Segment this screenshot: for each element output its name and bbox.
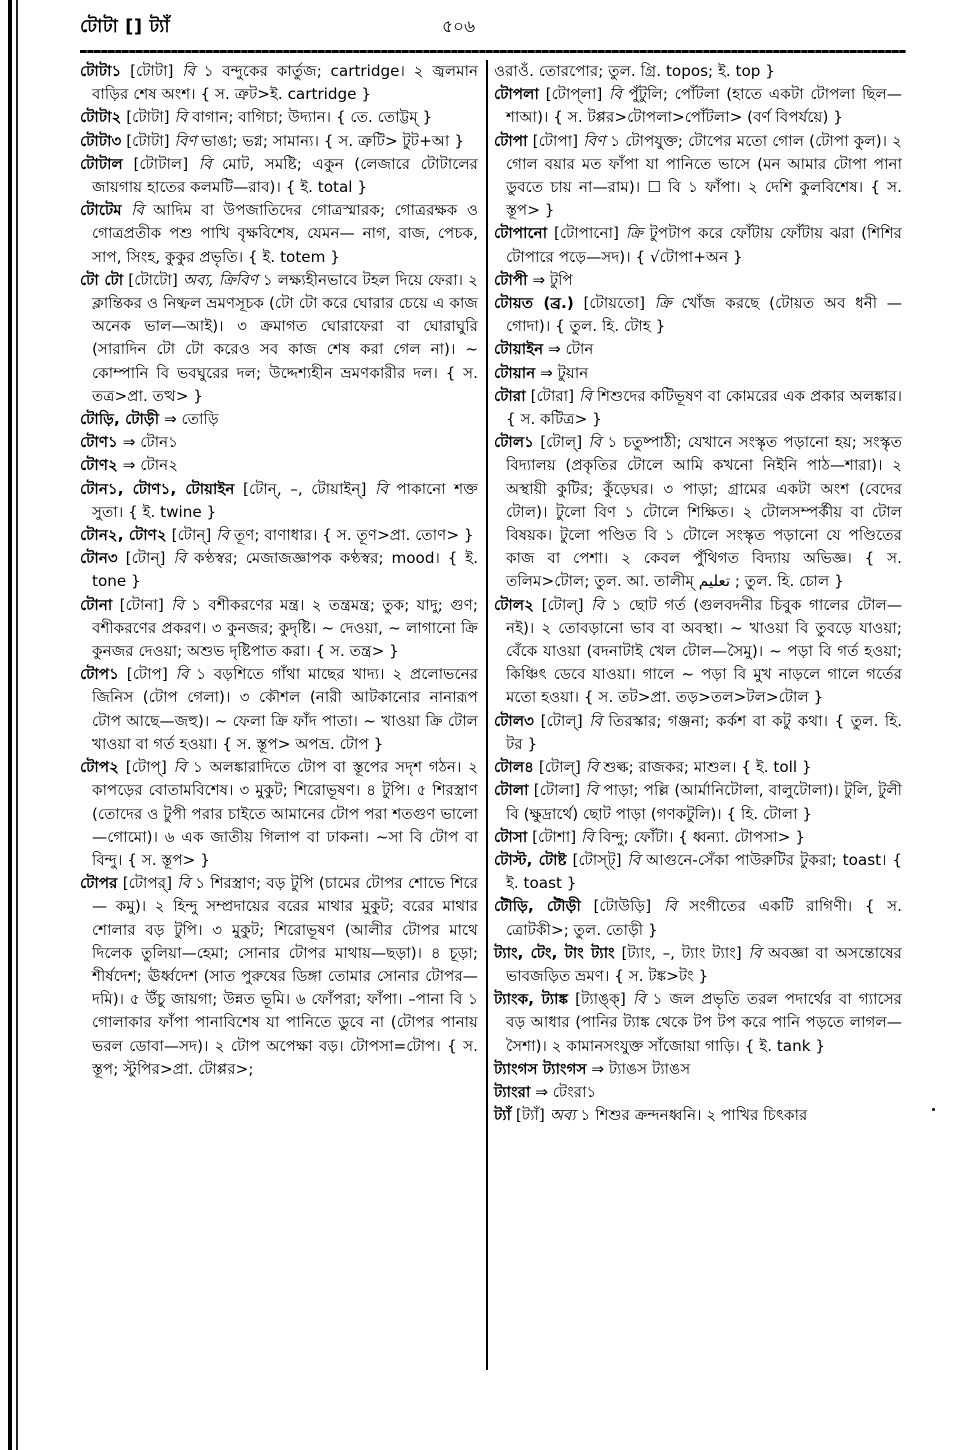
entry-headword: টোটা২ (80, 108, 122, 127)
entry-headword: টোটেম (80, 201, 122, 220)
entry-definition: বাগান; বাগিচা; উদ্যান। { তে. তোট্টম্ } (192, 108, 433, 127)
entry-definition: ১ ছোট গর্ত (গুলবদনীর চিবুক গালের টোল—নই)। ২ তোবড়ানো ভাব বা অবস্থা। ~ খাওয়া বি তুবড়ে যাওয়া; বেঁকে যাওয়া (বদনাটাই খেল টোল—সৈমু)। ~ পড়া বি গর্ত হওয়া; কিঞ্চিৎ ডেবে যাওয়া। গালে ~ পড়া বি মুখ নাড়লে গালে গর্তের মতো হওয়া। { স. তট>প্রা. তড়>তল>টল>টোল } (506, 595, 903, 707)
entry-headword: টোটাল (80, 154, 123, 173)
entry-pronunciation: [টোপ্] (125, 758, 167, 777)
entry-part-of-speech: বি (581, 827, 594, 846)
entry-definition: শুল্ক; রাজকর; মাশুল। { ই. toll } (603, 758, 812, 777)
entry-pronunciation: [টোটা] (126, 131, 170, 150)
entry-definition: ⇒ টোন (548, 340, 594, 359)
entry-part-of-speech: বি (632, 990, 646, 1009)
dictionary-entry (494, 222, 902, 268)
entry-headword: টোন১, টোণ১, টোয়াইন (80, 479, 235, 498)
page-binding-edge-inner (16, 0, 18, 1450)
left-column (80, 60, 478, 1081)
entry-headword: টোন৩ (80, 549, 118, 568)
entry-pronunciation: [টোল্] (538, 758, 581, 777)
entry-part-of-speech: বি (174, 108, 188, 127)
entry-headword: টোল১ (494, 433, 535, 452)
entry-definition: পাকানো শক্ত সুতা। { ই. twine } (92, 479, 479, 521)
dictionary-entry (80, 594, 478, 664)
entry-part-of-speech: বি (177, 874, 191, 893)
entry-part-of-speech: বি (591, 595, 604, 614)
entry-pronunciation: [টোপ্‌লা] (545, 85, 603, 104)
entry-part-of-speech: বি (173, 758, 187, 777)
entry-pronunciation: [টোনা] (119, 595, 164, 614)
dictionary-entry (494, 710, 902, 756)
entry-part-of-speech: বিণ (174, 131, 197, 150)
entry-pronunciation: [টোপর্] (122, 874, 173, 893)
page-number: ৫০৬ (442, 17, 476, 37)
entry-definition: ⇒ টুয়ান (540, 363, 589, 382)
entry-definition: মোট, সমষ্টি; একুন (লেজারে টোটালের জায়গায় হাতের কলমটি—রাব)। { ই. total } (92, 154, 479, 197)
entry-headword: টোন২, টোণ২ (80, 526, 167, 545)
entry-pronunciation: [টোটো] (128, 270, 178, 289)
dictionary-entry (494, 1081, 902, 1104)
dictionary-entry (494, 895, 902, 941)
entry-definition: খোঁজ করছে (টোয়ত অব ধনী —গোদা)। { তুল. হি. টোহ } (506, 294, 902, 336)
entry-definition: কণ্ঠস্বর; মেজাজজ্ঞাপক কণ্ঠস্বর; mood। { ই. tone } (92, 549, 479, 591)
right-column (494, 60, 902, 1127)
dictionary-entry (80, 872, 478, 1081)
dictionary-entry (494, 1058, 902, 1081)
dictionary-entry (494, 942, 902, 988)
entry-headword: টোস্ট, টোষ্ট (494, 850, 567, 869)
entry-definition: ১ বশীকরণের মন্ত্র। ২ তন্ত্রমন্ত্র; তুক; যাদু; গুণ; বশীকরণের প্রকরণ। ৩ কুনজর; কুদৃষ্টি। ~ দেওয়া, ~ লাগানো ক্রি কুনজর দেওয়া; অশুভ দৃষ্টিপাত করা। { স. তন্ত্র> } (92, 595, 478, 661)
entry-headword: ট্যাঁ (494, 1106, 512, 1125)
entry-headword: টোল২ (494, 595, 535, 614)
entry-definition: অবজ্ঞা বা অসন্তোষের ভাবজড়িত ভ্রমণ। { স. টঙ্ক>টং } (506, 943, 903, 985)
entry-pronunciation: [টোরা] (530, 386, 575, 405)
dictionary-entry (80, 269, 478, 408)
dictionary-entry (494, 756, 902, 779)
entry-part-of-speech: বি (663, 897, 677, 916)
entry-definition: আগুনে-সেঁকা পাউরুটির টুকরা; toast। { ই. toast } (506, 850, 903, 893)
entry-definition: ⇒ ট্যাঙস ট্যাঙস (591, 1059, 691, 1078)
entry-definition: ⇒ টুপি (532, 270, 573, 289)
dictionary-entry (80, 153, 478, 199)
entry-definition: তূণ; বাণাধার। { স. তূণ>প্রা. তোণ> } (233, 526, 474, 545)
entry-headword: টোনা (80, 595, 113, 614)
scan-speck (932, 1108, 935, 1111)
entry-part-of-speech: ক্রি (654, 294, 672, 313)
dictionary-entry (80, 454, 478, 477)
entry-definition: ১ বড়শিতে গাঁথা মাছের খাদ্য। ২ প্রলোভনের জিনিস (টোপ গেলা)। ৩ কৌশল (নারী আটকানোর নানারূপ টোপ আছে—জহু)। ~ ফেলা ক্রি ফাঁদ পাতা। ~ খাওয়া ক্রি টোল খাওয়া বা গর্ত হওয়া। { স. স্তূপ> অপভ্র. টোপ } (92, 665, 479, 753)
entry-part-of-speech: অব্য, ক্রিবিণ (182, 270, 258, 289)
dictionary-entry (80, 60, 478, 106)
dictionary-entry (494, 431, 902, 593)
entry-headword: টোসা (494, 827, 528, 846)
entry-definition: ১ শিরস্ত্রাণ; বড় টুপি (চামের টোপর শোভে শিরে— কমু)। ২ হিন্দু সম্প্রদায়ের বরের মাথার মুকুট; বরের মাথার শোলার বড় টুপি। ৩ মুকুট; শিরোভূষণ (আলীর টোপর মাথে দিলেক তুলিয়া—হেমা; সোনার টোপর মাথায়—ছড়া)। ৪ চূড়া; শীর্ষদেশ; ঊর্ধ্বদেশ (সাত পুরুষের ডিঙ্গা তোমার সোনার টোপর—দমি)। ৫ উঁচু জায়গা; উন্নত ভূমি। ৬ ফোঁপরা; ফাঁপা। –পানা বি ১ গোলাকার ফাঁপা পানাবিশেষ যা পানিতে ডুবে না (টোপর পানায় ভরল ডোবা—সদ)। ২ টোপ অপেক্ষা বড়। টোপসা=টোপ। { স. স্তূপ; স্টুপির>প্রা. টোপ্পর>; (92, 874, 478, 1078)
entry-definition: শিশুদের কটিভূষণ বা কোমরের এক প্রকার অলঙ্কার। { স. কটিত্র> } (506, 386, 903, 429)
dictionary-entry (80, 408, 478, 431)
dictionary-entry (494, 849, 902, 895)
entry-pronunciation: [টোটাল] (133, 154, 189, 173)
entry-part-of-speech: বি (198, 154, 212, 173)
entry-headword: টোপী (494, 270, 528, 289)
entry-pronunciation: [টোয়তো] (583, 294, 645, 313)
entry-headword: টোপা (494, 131, 528, 150)
entry-pronunciation: [ট্যাঁ] (515, 1106, 545, 1125)
entry-part-of-speech: বি (748, 943, 762, 962)
entry-definition: ১ চতুষ্পাঠী; যেখানে সংস্কৃত পড়ানো হয়; সংস্কৃত বিদ্যালয় (প্রকৃতির টোলে আমি কখনো নিইনি পাঠ—শারা)। ২ অস্থায়ী কুটির; কুঁড়েঘর। ৩ পাড়া; গ্রামের একটা অংশ (বেদের টোল)। টুলো বিণ ১ টোলে শিক্ষিত। ২ টোলসম্পর্কীয় বা টোল বিষয়ক। টুলো পণ্ডিত বি ১ টোলে সংস্কৃত পড়ানো যে পণ্ডিতের কাজ বা পেশা। ২ কেবল পুঁথিগত বিদ্যায় অভিজ্ঞ। { স. তলিম>টোল; তুল. আ. তালীম্ تعليم ; তুল. হি. চোল } (506, 433, 903, 591)
entry-part-of-speech: বি (175, 665, 189, 684)
entry-headword: ট্যাংরা (494, 1082, 531, 1101)
dictionary-entry (494, 83, 902, 129)
entry-definition: তিরস্কার; গঞ্জনা; কর্কশ বা কটু কথা। { তুল. হি. টর } (506, 711, 903, 753)
entry-definition: ⇒ টোন১ (122, 433, 179, 452)
dictionary-entry (80, 663, 478, 756)
page-binding-edge (8, 0, 12, 1450)
entry-definition: ১ বন্দুকের কার্তুজ; cartridge। ২ জ্বলমান বাড়ির শেষ অংশ। { স. ত্রুট>ই. cartridge } (92, 62, 479, 104)
entry-part-of-speech: বি (585, 781, 599, 800)
entry-part-of-speech: বি (627, 850, 641, 869)
dictionary-entry (494, 130, 902, 223)
dictionary-entry (80, 478, 478, 524)
entry-pronunciation: [টোন্, –, টোয়াইন্] (243, 479, 367, 498)
entry-pronunciation: [টোল্] (541, 595, 584, 614)
entry-part-of-speech: বি (216, 526, 229, 545)
entry-definition: আদিম বা উপজাতিদের গোত্রস্মারক; গোত্ররক্ষক ও গোত্রপ্রতীক পশু পাখি বৃক্ষবিশেষ, যেমন— নাগ, বাজ, পেচক, সাপ, সিংহ, কুকুর প্রভৃতি। { ই. totem } (92, 201, 478, 266)
entry-part-of-speech: বি (374, 479, 388, 498)
dictionary-entry (494, 60, 902, 83)
entry-part-of-speech: বিণ (583, 131, 606, 150)
entry-pronunciation: [টোপ] (126, 665, 168, 684)
entry-part-of-speech: বি (579, 386, 592, 405)
dictionary-entry (80, 130, 478, 153)
dictionary-entry (494, 362, 902, 385)
entry-headword: টোয়ত (ব্র.) (494, 294, 574, 313)
dictionary-entry (494, 292, 902, 338)
entry-pronunciation: [টোশা] (532, 827, 577, 846)
entry-part-of-speech: বি (589, 711, 602, 730)
entry-definition: ওরাওঁ. তোরপোর; তুল. গ্রি. topos; ই. top } (494, 62, 775, 80)
entry-part-of-speech: বি (609, 85, 622, 104)
entry-pronunciation: [টোউড়ি] (593, 897, 652, 916)
header-rule (80, 50, 906, 53)
entry-definition: বিন্দু; ফোঁটা। { ধ্বন্যা. টোপসা> } (598, 827, 806, 846)
entry-headword: টো টো (80, 270, 124, 289)
entry-headword: টোণ২ (80, 456, 118, 475)
entry-headword: টোয়াইন (494, 340, 544, 359)
entry-pronunciation: [টোপানো] (553, 224, 619, 243)
entry-headword: টোপ১ (80, 665, 120, 684)
entry-headword: টোপলা (494, 85, 539, 104)
dictionary-entry (494, 826, 902, 849)
dictionary-entry (494, 779, 902, 825)
entry-definition: ভাঙা; ভগ্ন; সামান্য। { স. ত্রুটি> টুট+আ } (201, 131, 465, 150)
entry-pronunciation: [টোটা] (126, 108, 170, 127)
entry-definition: ⇒ তোড়ি (163, 410, 219, 429)
entry-headword: ট্যাংগস ট্যাংগস (494, 1059, 587, 1078)
entry-part-of-speech: বি (182, 62, 196, 80)
entry-pronunciation: [টোল্] (540, 711, 583, 730)
entry-part-of-speech: অব্য (549, 1106, 576, 1125)
entry-part-of-speech: বি (588, 433, 602, 452)
entry-part-of-speech: বি (585, 758, 599, 777)
entry-headword: টোপ২ (80, 758, 120, 777)
entry-headword: টোরা (494, 386, 526, 405)
entry-headword: টোপানো (494, 224, 548, 243)
entry-definition: ১ শিশুর ক্রন্দনধ্বনি। ২ পাখির চিৎকার (580, 1106, 808, 1125)
entry-part-of-speech: ক্রি (625, 224, 643, 243)
entry-headword: টোটা১ (80, 62, 122, 80)
entry-definition: ১ অলঙ্কারাদিতে টোপ বা স্তূপের সদৃশ গঠন। ২ কাপড়ের বোতামবিশেষ। ৩ মুকুট; শিরোভূষণ। ৪ টুপি। ৫ শিরস্ত্রাণ (তোদের ও টুপী পরার চাইতে আমানের টোপ পরা শতগুণ ভালো—গোমো)। ৬ এক জাতীয় গিলাপ বা ঢাকনা। ~সা বি টোপ বা বিন্দু। { স. স্তূপ> } (92, 758, 479, 869)
dictionary-entry (80, 524, 478, 547)
entry-pronunciation: [টোন্] (171, 526, 212, 545)
dictionary-entry (80, 547, 478, 593)
entry-definition: ১ লক্ষ্যহীনভাবে টহল দিয়ে ফেরা। ২ ক্লান্তিকর ও নিষ্ফল ভ্রমণসূচক (টো টো করে ঘোরার চেয়ে এ কাজ অনেক ভাল—আই)। ৩ ক্রমাগত ঘোরাফেরা বা ঘোরাঘুরি (সারাদিন টো টো করেও সব কাজ শেষ করা গেল না)। ~ কোম্পানি বি ভবঘুরের দল; উদ্দেশ্যহীন ভ্রমণকারীর দল। { স. তত্র>প্রা. তত্থ> } (92, 270, 479, 405)
entry-headword: টোয়ান (494, 363, 536, 382)
entry-headword: টোপর (80, 874, 118, 893)
entry-headword: টৌড়ি, টৌড়ী (494, 897, 581, 916)
running-head (80, 12, 900, 42)
entry-part-of-speech: বি (173, 549, 187, 568)
entry-pronunciation: [টোপা] (532, 131, 579, 150)
entry-definition: পুঁটুলি; পোঁটলা (হাতে একটা টোপলা ছিল—শাআ)। { স. টপ্পর>টোপলা>পোঁটলা> (বর্ণ বিপর্যয়ে) } (506, 85, 902, 127)
column-divider (486, 60, 488, 1370)
entry-headword: টোলা (494, 781, 529, 800)
dictionary-entry (494, 385, 902, 431)
entry-pronunciation: [ট্যাং, –, ট্যাং ট্যাং] (621, 943, 742, 962)
entry-pronunciation: [টোল্] (540, 433, 583, 452)
entry-pronunciation: [টোস্‌ট্] (572, 850, 622, 869)
entry-part-of-speech: বি (131, 201, 144, 220)
entry-definition: ⇒ টেংরা১ (535, 1082, 597, 1101)
entry-headword: টোড়ি, টোড়ী (80, 410, 160, 429)
entry-pronunciation: [টোটা] (130, 62, 174, 80)
entry-headword: ট্যাং, টেং, টাং ট্যাং (494, 943, 615, 962)
entry-part-of-speech: বি (171, 595, 184, 614)
entry-definition: ১ টোপযুক্ত; টোপের মতো গোল (টোপা কুল)। ২ গোল বয়ার মত ফাঁপা যা পানিতে ভাসে (মন আমার টোপা পানা ডুবতে চায় না—রাম)। ☐ বি ১ ফাঁপা। ২ দেশি কুলবিশেষ। { স. স্তূপ> } (506, 131, 903, 220)
entry-headword: ট্যাংক, ট্যাঙ্ক (494, 990, 569, 1009)
entry-headword: টোল৪ (494, 758, 535, 777)
dictionary-entry (494, 338, 902, 361)
entry-definition: টুপটাপ করে ফোঁটায় ফোঁটায় ঝরা (শিশির টোপারে পড়ে—সদ)। { √টোপা+অন } (506, 224, 903, 266)
entry-definition: সংগীতের একটি রাগিণী। { স. ত্রোটকী>; তুল. তোড়ী } (506, 897, 903, 939)
dictionary-entry (80, 431, 478, 454)
dictionary-entry (80, 756, 478, 872)
dictionary-entry (80, 199, 478, 269)
entry-pronunciation: [টোন্] (125, 549, 166, 568)
entry-definition: পাড়া; পল্লি (আর্মানিটোলা, বালুটোলা)। টুলি, টুলী বি (ক্ষুদ্রার্থে) ছোট পাড়া (গণকটুলি)। { হি. টোলা } (506, 781, 903, 823)
entry-pronunciation: [ট্যাঙ্‌ক্] (575, 990, 626, 1009)
entry-definition: ১ জল প্রভৃতি তরল পদার্থের বা গ্যাসের বড় আধার (পানির ট্যাঙ্ক থেকে টপ টপ করে পানি পড়তে লাগল—সৈশা)। ২ কামানসংযুক্ত সাঁজোয়া গাড়ি। { ই. tank } (506, 990, 903, 1055)
dictionary-entry (494, 594, 902, 710)
entry-headword: টোণ১ (80, 433, 118, 452)
entry-headword: টোল৩ (494, 711, 535, 730)
dictionary-entry (494, 269, 902, 292)
dictionary-entry (80, 106, 478, 129)
entry-pronunciation: [টোলা] (533, 781, 581, 800)
entry-headword: টোটা৩ (80, 131, 122, 150)
entry-definition: ⇒ টোন২ (122, 456, 179, 475)
dictionary-entry (494, 1104, 902, 1127)
guide-words: টোটা [] ট্যাঁ (80, 16, 171, 37)
dictionary-entry (494, 988, 902, 1058)
